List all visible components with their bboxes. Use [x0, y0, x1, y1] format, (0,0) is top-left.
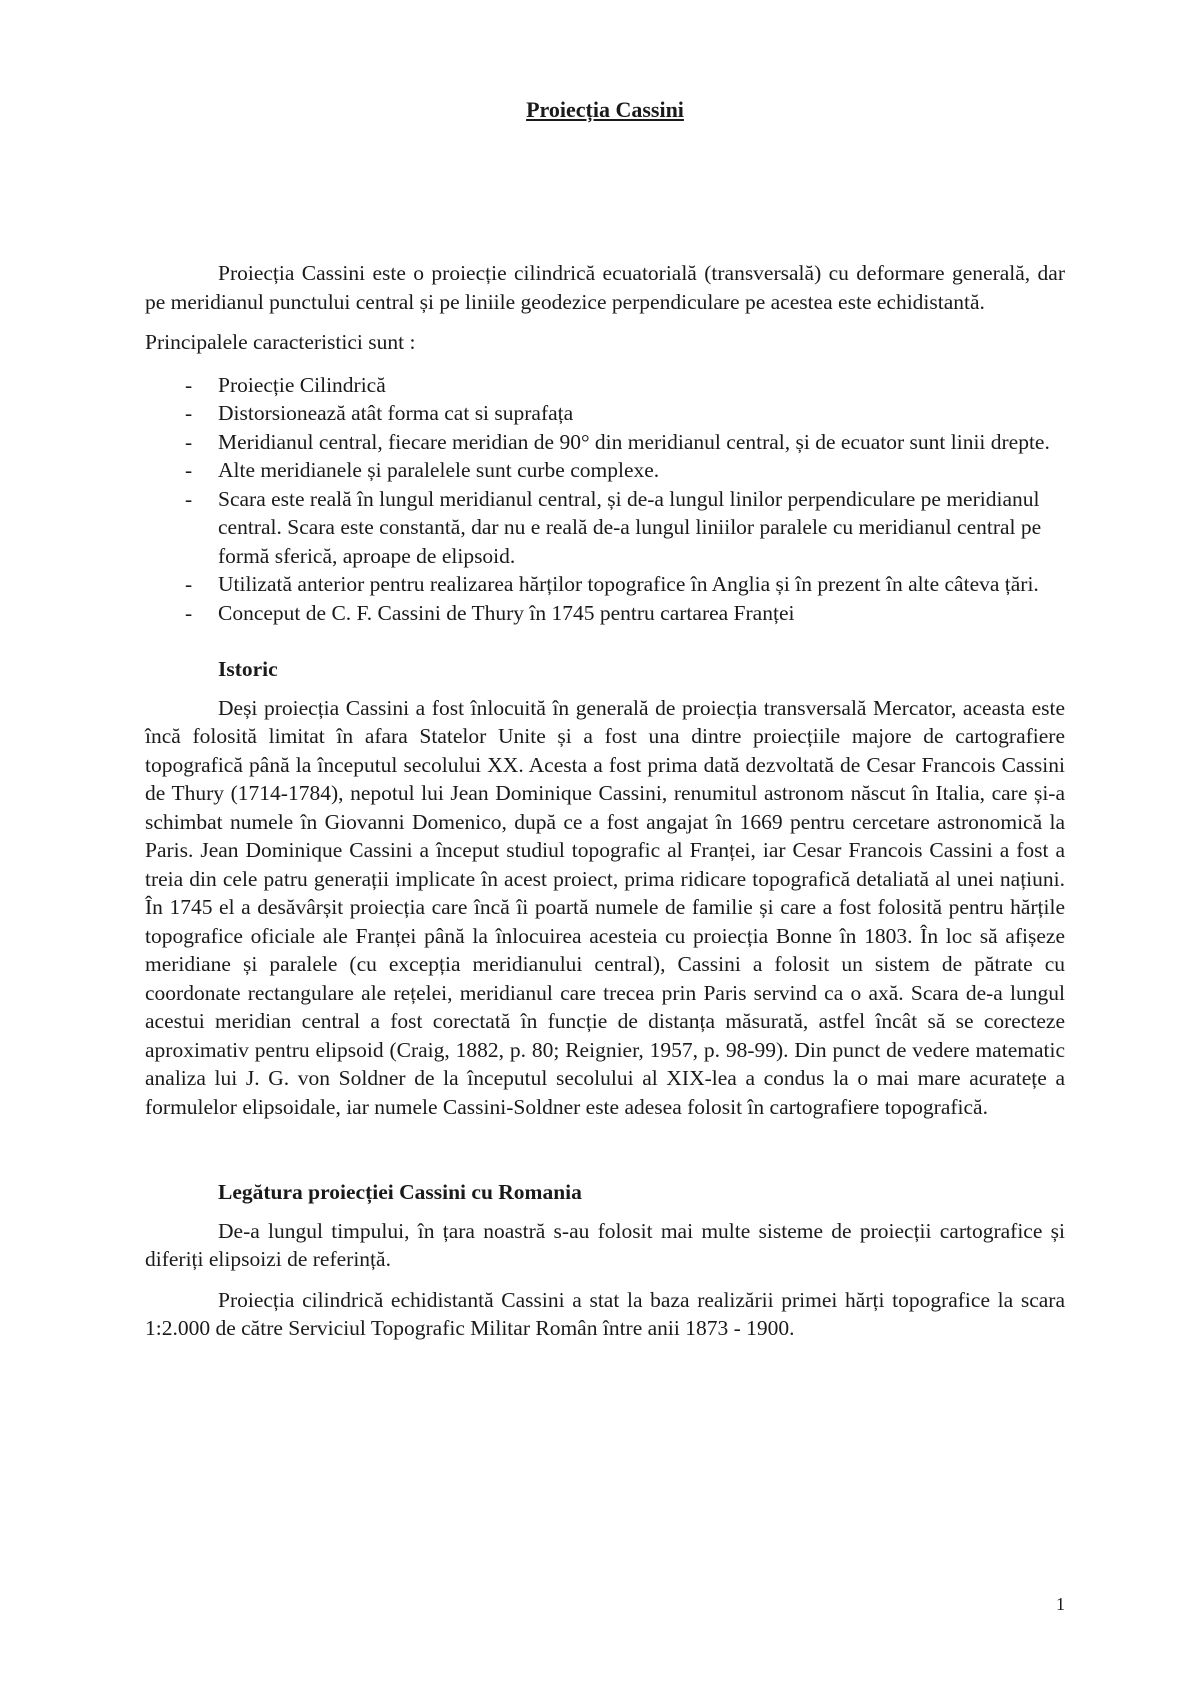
- list-dash: -: [185, 429, 193, 454]
- list-dash: -: [185, 372, 193, 397]
- list-item-text: Meridianul central, fiecare meridian de 90° din meridianul central, și de ecuator sunt linii drepte.: [218, 429, 1050, 454]
- document-title: Proiecția Cassini: [526, 97, 684, 122]
- list-item: [145, 456, 1065, 485]
- istoric-paragraph: Deși proiecția Cassini a fost înlocuită în generală de proiecția transversală Mercator, aceasta este încă folosită limitat în afara Statelor Unite și a fost una dintre proiecțiile majore de cartografiere topografică până la începutul secolului XX. Acesta a fost prima dată dezvoltată de Cesar Francois Cassini de Thury (1714-1784), nepotul lui Jean Dominique Cassini, renumitul astronom născut în Italia, care și-a schimbat numele în Giovanni Domenico, după ce a fost angajat în 1669 pentru cercetare astronomică la Paris. Jean Dominique Cassini a început studiul topografic al Franței, iar Cesar Francois Cassini a fost a treia din cele patru generații implicate în acest proiect, prima ridicare topografică detaliată al unei națiuni. În 1745 el a desăvârșit proiecția care încă îi poartă numele de familie și care a fost folosită pentru hărțile topografice oficiale ale Franței până la înlocuirea acesteia cu proiecția Bonne în 1803. În loc să afișeze meridiane și paralele (cu excepția meridianului central), Cassini a folosit un sistem de pătrate cu coordonate rectangulare ale rețelei, meridianul care trecea prin Paris servind ca o axă. Scara de-a lungul acestui meridian central a fost corectată în funcție de distanța măsurată, astfel încât să se corecteze aproximativ pentru elipsoid (Craig, 1882, p. 80; Reignier, 1957, p. 98-99). Din punct de vedere matematic analiza lui J. G. von Soldner de la începutul secolului al XIX-lea a condus la o mai mare acuratețe a formulelor elipsoidale, iar numele Cassini-Soldner este adesea folosit în cartografiere topografică.: [145, 695, 1065, 1119]
- document-body: [145, 96, 1065, 1343]
- page-number: 1: [1056, 1594, 1065, 1614]
- list-item-text: Alte meridianele și paralelele sunt curbe complexe.: [218, 458, 660, 482]
- list-dash: -: [185, 572, 193, 596]
- legatura-paragraph-1: De-a lungul timpului, în țara noastră s-au folosit mai multe sisteme de proiecții cartografice și diferiți elipsoizi de referință.: [145, 1218, 1065, 1271]
- characteristics-list: [145, 371, 1065, 628]
- list-item: [145, 428, 1065, 457]
- legatura-heading: Legătura proiecției Cassini cu Romania: [218, 1180, 582, 1204]
- list-dash: -: [185, 401, 193, 425]
- list-item-text: Scara este reală în lungul meridianul central, și de-a lungul linilor perpendiculare pe meridianul central. Scara este constantă, dar nu e reală de-a lungul liniilor paralele cu meridianul central pe formă sferică, aproape de elipsoid.: [218, 486, 1042, 568]
- intro-paragraph: Proiecția Cassini este o proiecție cilindrică ecuatorială (transversală) cu deformare generală, dar pe meridianul punctului central și pe liniile geodezice perpendiculare pe acestea este echidistantă.: [145, 261, 1065, 314]
- list-dash: -: [185, 486, 193, 511]
- list-item-text: Distorsionează atât forma cat si suprafața: [218, 401, 574, 425]
- list-dash: -: [185, 458, 193, 482]
- list-item-text: Conceput de C. F. Cassini de Thury în 1745 pentru cartarea Franței: [218, 600, 795, 625]
- legatura-paragraph-2: Proiecția cilindrică echidistantă Cassini a stat la baza realizării primei hărți topografice la scara 1:2.000 de către Serviciul Topografic Militar Român între anii 1873 - 1900.: [145, 1287, 1065, 1340]
- list-item-text: Utilizată anterior pentru realizarea hărților topografice în Anglia și în prezent în alte câteva țări.: [218, 572, 1039, 596]
- list-dash: -: [185, 600, 193, 625]
- list-item: [145, 599, 1065, 628]
- istoric-heading: Istoric: [218, 657, 278, 681]
- list-item: [145, 399, 1065, 428]
- list-item: [145, 371, 1065, 400]
- list-item: [145, 570, 1065, 599]
- list-item-text: Proiecție Cilindrică: [218, 372, 386, 397]
- characteristics-intro: Principalele caracteristici sunt :: [145, 330, 416, 354]
- list-item: [145, 485, 1065, 571]
